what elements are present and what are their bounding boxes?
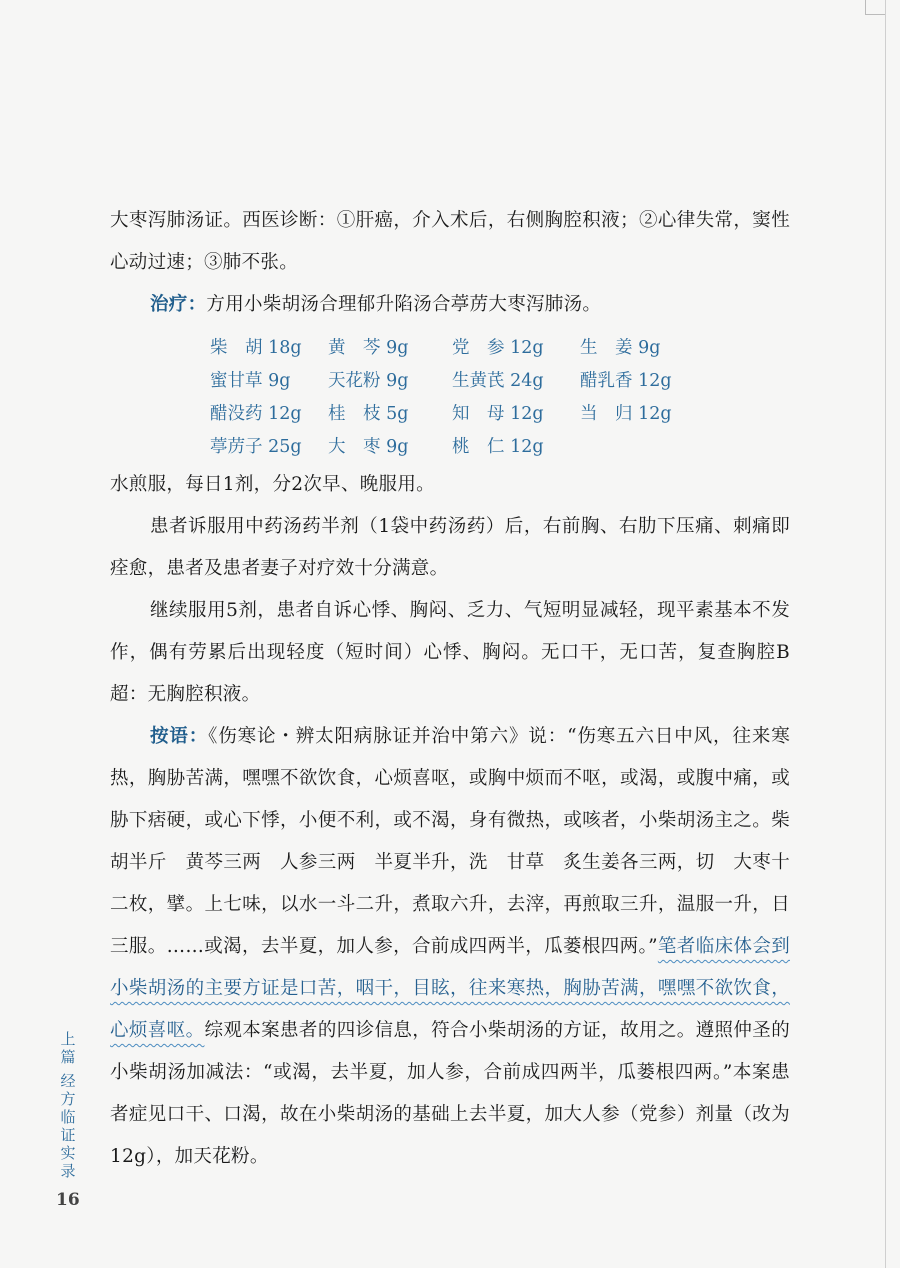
section-part: 上篇 <box>60 1030 76 1066</box>
herb-item: 蜜甘草 9g <box>210 371 291 391</box>
herb-item: 醋没药 12g <box>210 404 302 424</box>
paragraph-response: 患者诉服用中药汤药半剂（1袋中药汤药）后，右前胸、右肋下压痛、刺痛即痊愈，患者及患者妻子对疗效十分满意。 <box>110 516 790 579</box>
herb-item: 柴 胡 18g <box>210 338 302 358</box>
paragraph-commentary <box>110 716 790 1178</box>
treatment-label: 治疗： <box>150 294 207 315</box>
paragraph-usage: 水煎服，每日1剂，分2次早、晚服用。 <box>110 474 435 495</box>
commentary-conclusion: 综观本案患者的四诊信息，符合小柴胡汤的方证，故用之。遵照仲圣的小柴胡汤加减法：“或渴，去半夏，加人参，合前成四两半，瓜蒌根四两。”本案患者症见口干、口渴，故在小柴胡汤的基础上去半夏，加大人参（党参）剂量（改为12g），加天花粉。 <box>110 1020 790 1167</box>
herb-item: 桂 枝 5g <box>328 404 409 424</box>
treatment-text: 方用小柴胡汤合理郁升陷汤合葶苈大枣泻肺汤。 <box>206 294 602 315</box>
herb-item: 黄 芩 9g <box>328 338 409 358</box>
herb-item: 党 参 12g <box>452 338 544 358</box>
commentary-highlight: 笔者临床体会到小柴胡汤的主要方证是口苦，咽干，目眩，往来寒热，胸胁苦满，嘿嘿不欲饮食，心烦喜呕。 <box>110 936 790 1041</box>
paragraph-treatment <box>110 284 790 326</box>
herb-item: 大 枣 9g <box>328 437 409 457</box>
herb-item: 醋乳香 12g <box>580 371 672 391</box>
commentary-quote: 《伤寒论・辨太阳病脉证并治中第六》说：“伤寒五六日中风，往来寒热，胸胁苦满，嘿嘿不欲饮食，心烦喜呕，或胸中烦而不呕，或渴，或腹中痛，或胁下痞硬，或心下悸，小便不利，或不渴，身有微热，或咳者，小柴胡汤主之。柴胡半斤 黄芩三两 人参三两 半夏半升，洗 甘草 炙生姜各三两，切 大枣十二枚，擘。上七味，以水一斗二升，煮取六升，去滓，再煎取三升，温服一升，日三服。……或渴，去半夏，加人参，合前成四两半，瓜蒌根四两。” <box>110 726 790 957</box>
crop-mark <box>865 0 886 15</box>
section-title: 经方临证实录 <box>60 1072 76 1180</box>
herb-item: 生 姜 9g <box>580 338 661 358</box>
paragraph-followup: 继续服用5剂，患者自诉心悸、胸闷、乏力、气短明显减轻，现平素基本不发作，偶有劳累后出现轻度（短时间）心悸、胸闷。无口干，无口苦，复查胸腔B超：无胸腔积液。 <box>110 600 790 705</box>
herb-item: 知 母 12g <box>452 404 544 424</box>
herb-item <box>580 431 700 464</box>
herb-item: 生黄芪 24g <box>452 371 544 391</box>
herb-list <box>210 332 730 464</box>
herb-item: 当 归 12g <box>580 404 672 424</box>
page-number: 16 <box>56 1190 80 1210</box>
herb-item: 葶苈子 25g <box>210 437 302 457</box>
page-edge <box>885 0 886 1268</box>
running-section-label <box>58 1030 78 1180</box>
paragraph-diagnosis: 大枣泻肺汤证。西医诊断：①肝癌，介入术后，右侧胸腔积液；②心律失常，窦性心动过速；③肺不张。 <box>110 210 790 273</box>
page-content <box>110 200 790 1178</box>
herb-item: 天花粉 9g <box>328 371 409 391</box>
commentary-label: 按语： <box>150 726 209 747</box>
herb-item: 桃 仁 12g <box>452 437 544 457</box>
